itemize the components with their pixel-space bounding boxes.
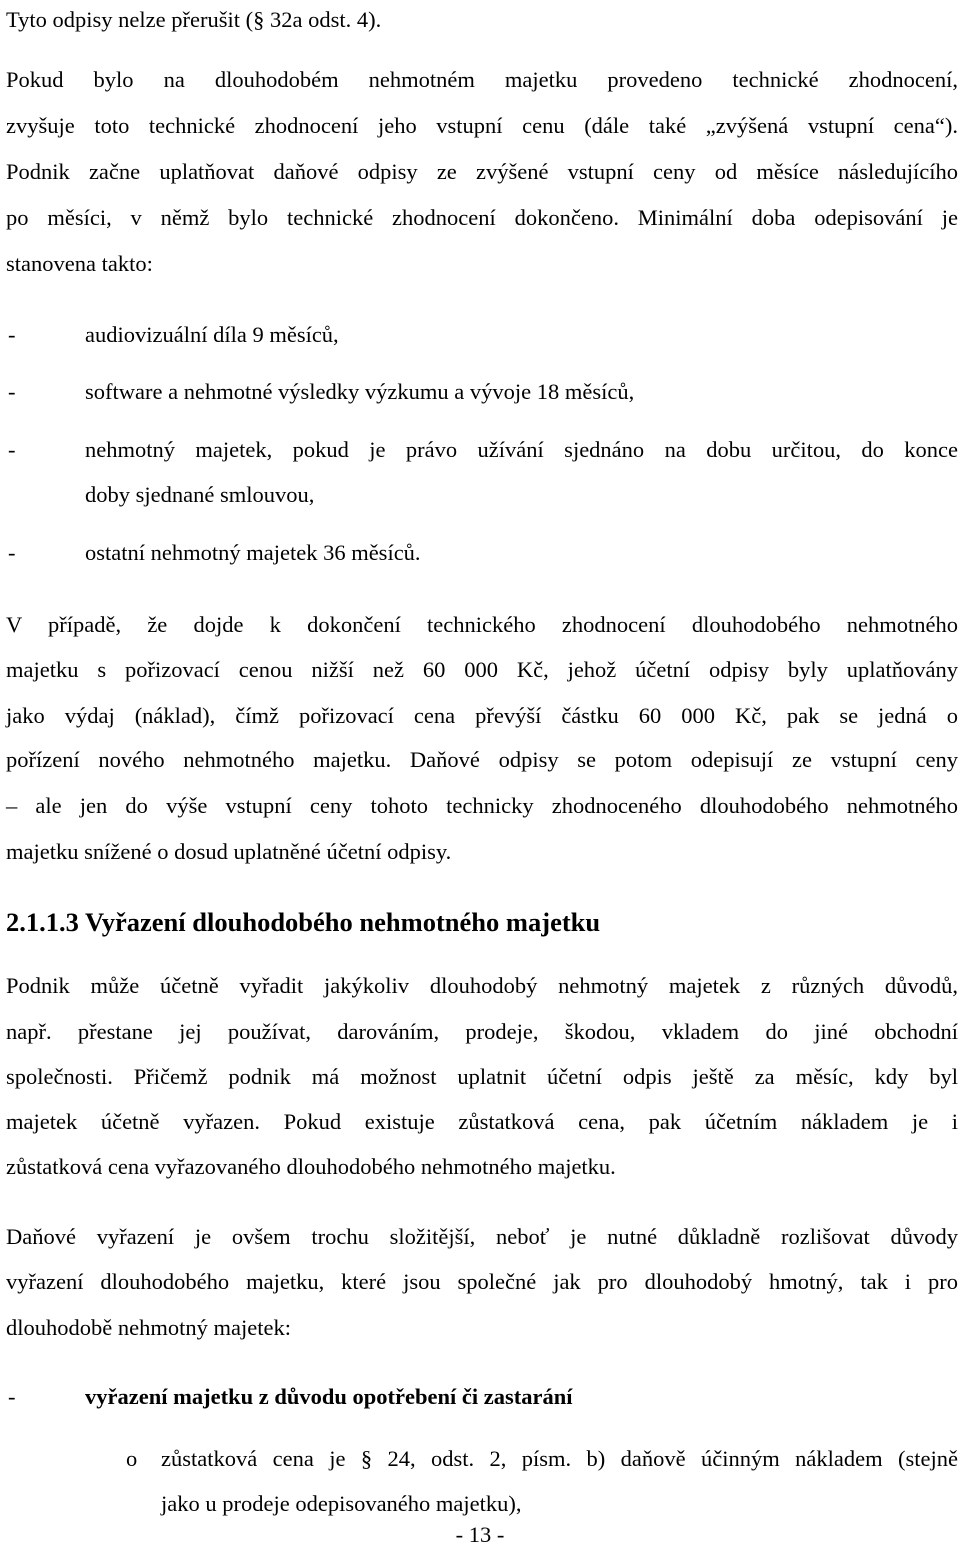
sub-list-item-continuation: jako u prodeje odepisovaného majetku), (161, 1491, 522, 1516)
list-item: nehmotný majetek, pokud je právo užívání sjednáno na dobu určitou, do konce (85, 437, 958, 462)
paragraph-line: stanovena takto: (6, 251, 153, 276)
paragraph-line: Daňové vyřazení je ovšem trochu složitější, neboť je nutné důkladně rozlišovat důvody (6, 1224, 958, 1249)
paragraph-line: majetku snížené o dosud uplatněné účetní odpisy. (6, 839, 452, 864)
list-item-bold: vyřazení majetku z důvodu opotřebení či zastarání (85, 1384, 573, 1409)
paragraph-line: zvyšuje toto technické zhodnocení jeho vstupní cenu (dále také „zvýšená vstupní cena“). (6, 113, 958, 138)
paragraph-line: po měsíci, v němž bylo technické zhodnocení dokončeno. Minimální doba odepisování je (6, 205, 958, 230)
paragraph-line: Podnik může účetně vyřadit jakýkoliv dlouhodobý nehmotný majetek z různých důvodů, (6, 973, 958, 998)
paragraph-line: pořízení nového nehmotného majetku. Daňové odpisy se potom odepisují ze vstupní ceny (6, 747, 958, 772)
paragraph-line: V případě, že dojde k dokončení technického zhodnocení dlouhodobého nehmotného (6, 612, 958, 637)
paragraph-line: majetku s pořizovací cenou nižší než 60 000 Kč, jehož účetní odpisy byly uplatňovány (6, 657, 958, 682)
sub-list-item: zůstatková cena je § 24, odst. 2, písm. b) daňově účinným nákladem (stejně (161, 1446, 958, 1471)
list-bullet: - (8, 322, 16, 347)
section-heading: 2.1.1.3 Vyřazení dlouhodobého nehmotného majetku (6, 907, 601, 937)
paragraph-line: majetek účetně vyřazen. Pokud existuje zůstatková cena, pak účetním nákladem je i (6, 1109, 958, 1134)
list-item: audiovizuální díla 9 měsíců, (85, 322, 339, 347)
list-item: ostatní nehmotný majetek 36 měsíců. (85, 540, 421, 565)
sub-list-bullet: o (126, 1446, 138, 1471)
paragraph-line: Pokud bylo na dlouhodobém nehmotném majetku provedeno technické zhodnocení, (6, 67, 958, 92)
list-bullet: - (8, 437, 16, 462)
list-bullet: - (8, 540, 16, 565)
list-bullet: - (8, 379, 16, 404)
paragraph-line: – ale jen do výše vstupní ceny tohoto technicky zhodnoceného dlouhodobého nehmotného (6, 793, 958, 818)
paragraph-intro-line: Tyto odpisy nelze přerušit (§ 32a odst. 4). (6, 7, 382, 32)
list-item: software a nehmotné výsledky výzkumu a vývoje 18 měsíců, (85, 379, 635, 404)
paragraph-line: vyřazení dlouhodobého majetku, které jsou společné jak pro dlouhodobý hmotný, tak i pro (6, 1269, 958, 1294)
page-number: - 13 - (455, 1522, 505, 1547)
paragraph-line: dlouhodobě nehmotný majetek: (6, 1315, 291, 1340)
paragraph-line: Podnik začne uplatňovat daňové odpisy ze zvýšené vstupní ceny od měsíce následujícího (6, 159, 958, 184)
paragraph-line: zůstatková cena vyřazovaného dlouhodobého nehmotného majetku. (6, 1154, 616, 1179)
paragraph-line: jako výdaj (náklad), čímž pořizovací cena převýší částku 60 000 Kč, pak se jedná o (6, 703, 958, 728)
paragraph-line: např. přestane jej používat, darováním, prodeje, škodou, vkladem do jiné obchodní (6, 1019, 958, 1044)
list-bullet: - (8, 1384, 16, 1409)
paragraph-line: společnosti. Přičemž podnik má možnost uplatnit účetní odpis ještě za měsíc, kdy byl (6, 1064, 958, 1089)
list-item-continuation: doby sjednané smlouvou, (85, 482, 315, 507)
